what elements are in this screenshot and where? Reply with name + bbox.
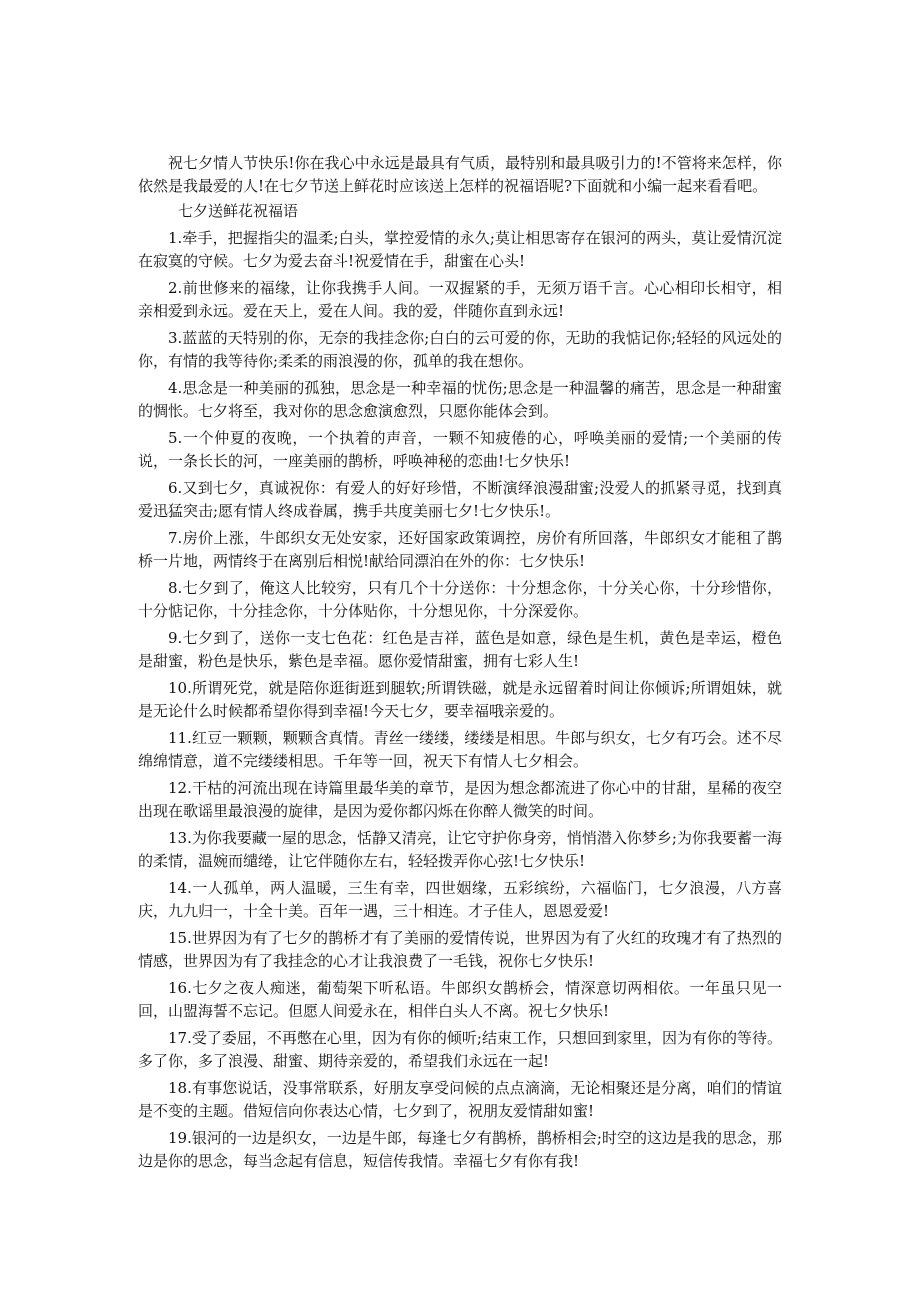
- list-item: 4.思念是一种美丽的孤独，思念是一种幸福的忧伤;思念是一种温馨的痛苦，思念是一种甜蜜的惆怅。七夕将至，我对你的思念愈演愈烈，只愿你能体会到。: [138, 379, 782, 420]
- intro-paragraph: 祝七夕情人节快乐!你在我心中永远是最具有气质，最特别和最具吸引力的!不管将来怎样，你依然是我最爱的人!在七夕节送上鲜花时应该送上怎样的祝福语呢?下面就和小编一起来看看吧。: [138, 154, 782, 195]
- list-item: 6.又到七夕，真诚祝你：有爱人的好好珍惜，不断演绎浪漫甜蜜;没爱人的抓紧寻觅，找到真爱迅猛突击;愿有情人终成眷属，携手共度美丽七夕!七夕快乐!。: [138, 479, 782, 520]
- list-item: 10.所谓死党，就是陪你逛街逛到腿软;所谓铁磁，就是永远留着时间让你倾诉;所谓姐妹，就是无论什么时候都希望你得到幸福!今天七夕，要幸福哦亲爱的。: [138, 679, 782, 720]
- list-item: 2.前世修来的福缘，让你我携手人间。一双握紧的手，无须万语千言。心心相印长相守，相亲相爱到永远。爱在天上，爱在人间。我的爱，伴随你直到永远!: [138, 279, 782, 320]
- list-item: 13.为你我要藏一屋的思念，恬静又清亮，让它守护你身旁，悄悄潜入你梦乡;为你我要蓄一海的柔情，温婉而缱绻，让它伴随你左右，轻轻拨弄你心弦!七夕快乐!: [138, 829, 782, 870]
- list-item: 19.银河的一边是织女，一边是牛郎，每逢七夕有鹊桥，鹊桥相会;时空的这边是我的思念，那边是你的思念，每当念起有信息，短信传我情。幸福七夕有你有我!: [138, 1129, 782, 1170]
- blessing-list: [138, 227, 782, 1173]
- list-item: 7.房价上涨，牛郎织女无处安家，还好国家政策调控，房价有所回落，牛郎织女才能租了鹊桥一片地，两情终于在离别后相悦!献给同漂泊在外的你：七夕快乐!: [138, 529, 782, 570]
- list-item: 16.七夕之夜人痴迷，葡萄架下听私语。牛郎织女鹊桥会，情深意切两相依。一年虽只见一回，山盟海誓不忘记。但愿人间爱永在，相伴白头人不离。祝七夕快乐!: [138, 979, 782, 1020]
- list-item: 8.七夕到了，俺这人比较穷，只有几个十分送你：十分想念你，十分关心你，十分珍惜你，十分惦记你，十分挂念你，十分体贴你，十分想见你，十分深爱你。: [138, 579, 782, 620]
- list-item: 1.牵手，把握指尖的温柔;白头，掌控爱情的永久;莫让相思寄存在银河的两头，莫让爱情沉淀在寂寞的守候。七夕为爱去奋斗!祝爱情在手，甜蜜在心头!: [138, 229, 782, 270]
- list-item: 14.一人孤单，两人温暖，三生有幸，四世姻缘，五彩缤纷，六福临门，七夕浪漫，八方喜庆，九九归一，十全十美。百年一遇，三十相连。才子佳人，恩恩爱爱!: [138, 879, 782, 920]
- list-item: 9.七夕到了，送你一支七色花：红色是吉祥，蓝色是如意，绿色是生机，黄色是幸运，橙色是甜蜜，粉色是快乐，紫色是幸福。愿你爱情甜蜜，拥有七彩人生!: [138, 629, 782, 670]
- section-title: 七夕送鲜花祝福语: [178, 202, 299, 220]
- list-item: 18.有事您说话，没事常联系，好朋友享受问候的点点滴滴，无论相聚还是分离，咱们的情谊是不变的主题。借短信向你表达心情，七夕到了，祝朋友爱情甜如蜜!: [138, 1079, 782, 1120]
- list-item: 17.受了委屈，不再憋在心里，因为有你的倾听;结束工作，只想回到家里，因为有你的等待。多了你，多了浪漫、甜蜜、期待亲爱的，希望我们永远在一起!: [138, 1029, 782, 1070]
- list-item: 15.世界因为有了七夕的鹊桥才有了美丽的爱情传说，世界因为有了火红的玫瑰才有了热烈的情感，世界因为有了我挂念的心才让我浪费了一毛钱，祝你七夕快乐!: [138, 929, 782, 970]
- list-item: 11.红豆一颗颗，颗颗含真情。青丝一缕缕，缕缕是相思。牛郎与织女，七夕有巧会。述不尽绵绵情意，道不完缕缕相思。千年等一回，祝天下有情人七夕相会。: [138, 729, 782, 770]
- document-body: [138, 152, 782, 1177]
- list-item: 5.一个仲夏的夜晚，一个执着的声音，一颗不知疲倦的心，呼唤美丽的爱情;一个美丽的传说，一条长长的河，一座美丽的鹊桥，呼唤神秘的恋曲!七夕快乐!: [138, 429, 782, 470]
- list-item: 3.蓝蓝的天特别的你，无奈的我挂念你;白白的云可爱的你，无助的我惦记你;轻轻的风远处的你，有情的我等待你;柔柔的雨浪漫的你，孤单的我在想你。: [138, 329, 782, 370]
- list-item: 12.干枯的河流出现在诗篇里最华美的章节，是因为想念都流进了你心中的甘甜，星稀的夜空出现在歌谣里最浪漫的旋律，是因为爱你都闪烁在你醉人微笑的时间。: [138, 779, 782, 820]
